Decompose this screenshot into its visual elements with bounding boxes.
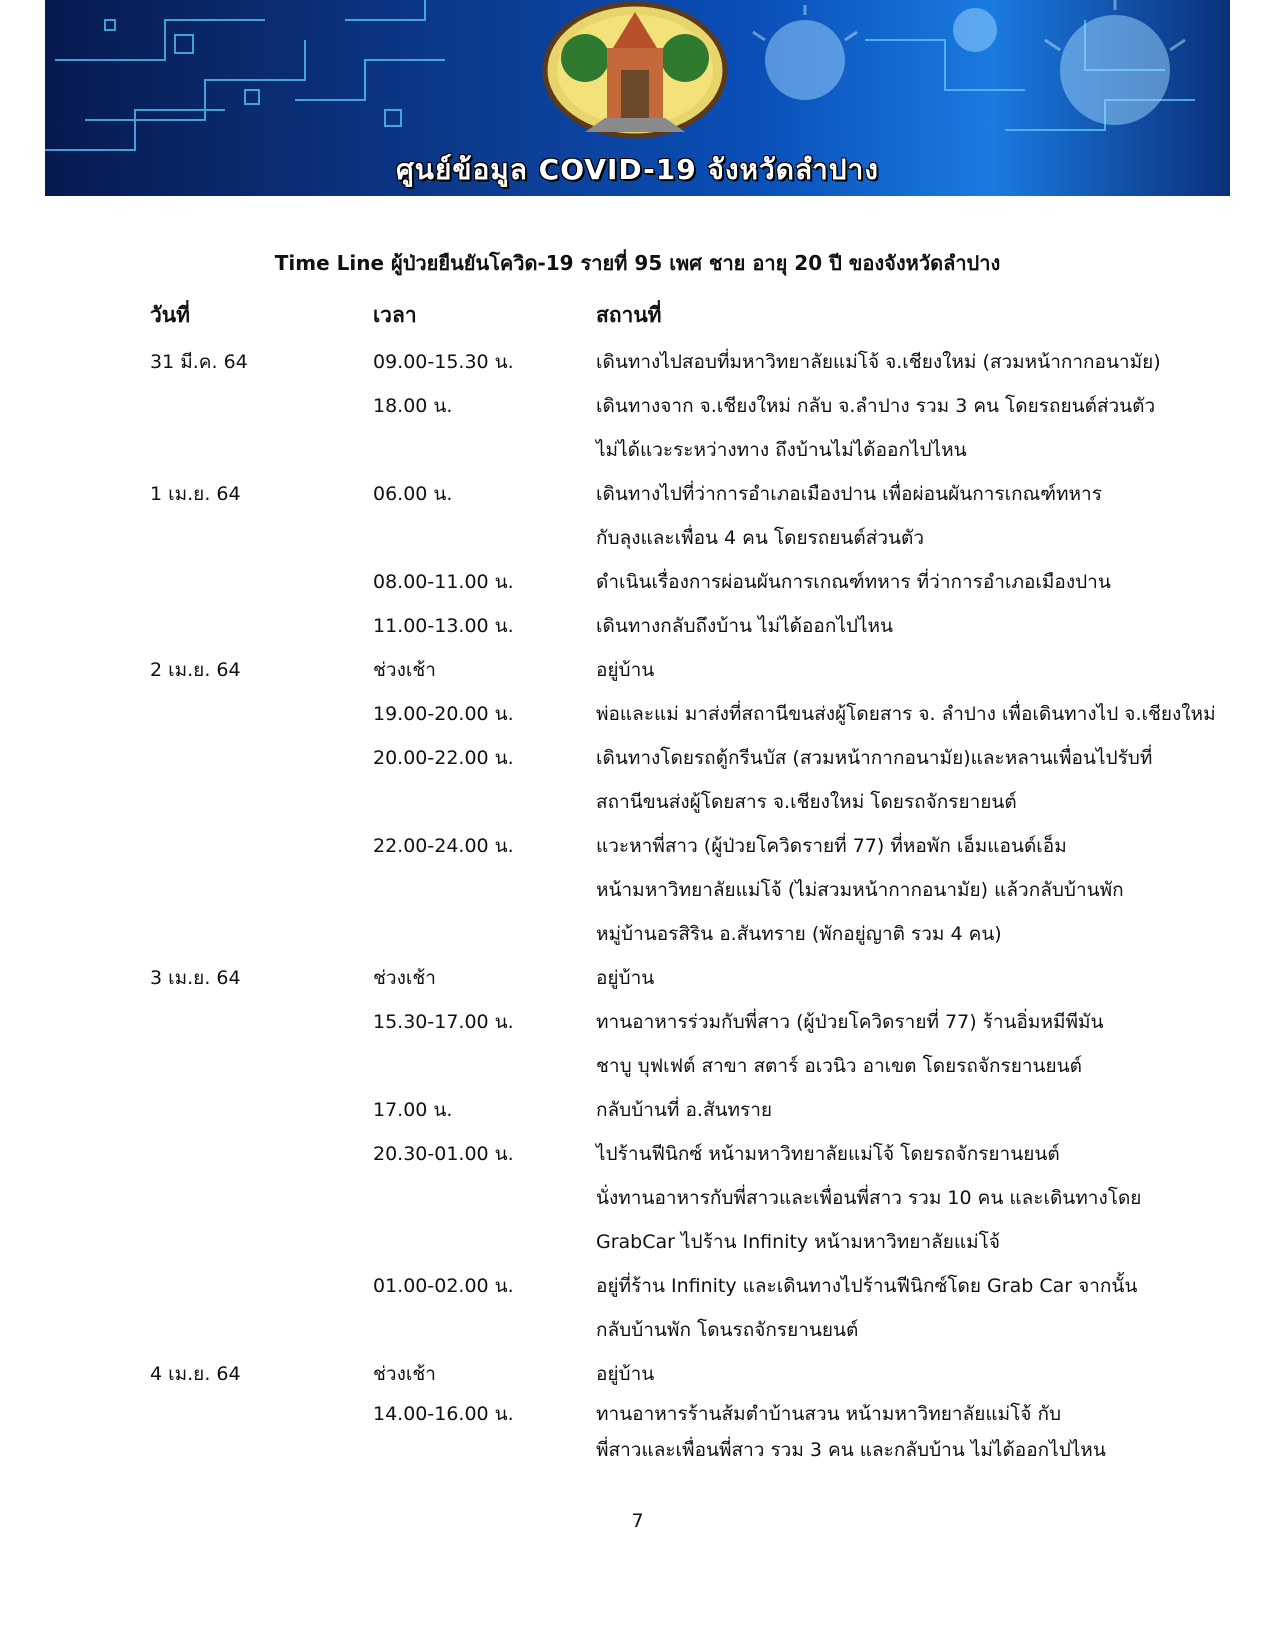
row-place: อยู่บ้าน xyxy=(596,659,655,681)
page-number: 7 xyxy=(631,1510,644,1532)
row-place: ชาบู บุฟเฟต์ สาขา สตาร์ อเวนิว อาเขต โดยรถจักรยานยนต์ xyxy=(596,1055,1083,1077)
row-time: 20.30-01.00 น. xyxy=(373,1143,514,1165)
row-date xyxy=(150,1044,373,1088)
row-place: กับลุงและเพื่อน 4 คน โดยรถยนต์ส่วนตัว xyxy=(596,527,925,549)
table-row xyxy=(150,1088,1210,1132)
row-date xyxy=(150,824,373,868)
row-place: กลับบ้านที่ อ.สันทราย xyxy=(596,1099,773,1121)
row-place: หมู่บ้านอรสิริน อ.สันทราย (พักอยู่ญาติ รวม 4 คน) xyxy=(596,923,1002,945)
row-place: หน้ามหาวิทยาลัยแม่โจ้ (ไม่สวมหน้ากากอนามัย) แล้วกลับบ้านพัก xyxy=(596,879,1124,901)
row-time xyxy=(373,1308,596,1352)
row-place: กลับบ้านพัก โดนรถจักรยานยนต์ xyxy=(596,1319,859,1341)
row-place: อยู่บ้าน xyxy=(596,967,655,989)
row-place: ไม่ได้แวะระหว่างทาง ถึงบ้านไม่ได้ออกไปไหน xyxy=(596,439,967,461)
row-place: อยู่บ้าน xyxy=(596,1363,655,1385)
header-banner xyxy=(45,0,1230,196)
table-row xyxy=(150,1396,1210,1432)
table-row xyxy=(150,384,1210,428)
table-row xyxy=(150,1000,1210,1044)
row-date xyxy=(150,780,373,824)
row-date xyxy=(150,1000,373,1044)
row-place: เดินทางโดยรถตู้กรีนบัส (สวมหน้ากากอนามัย)และหลานเพื่อนไปรับที่ xyxy=(596,747,1153,769)
table-row xyxy=(150,1264,1210,1308)
table-row xyxy=(150,1352,1210,1396)
row-place: พ่อและแม่ มาส่งที่สถานีขนส่งผู้โดยสาร จ. ลำปาง เพื่อเดินทางไป จ.เชียงใหม่ xyxy=(596,703,1216,725)
row-place: ไปร้านฟีนิกซ์ หน้ามหาวิทยาลัยแม่โจ้ โดยรถจักรยานยนต์ xyxy=(596,1143,1060,1165)
row-place: นั่งทานอาหารกับพี่สาวและเพื่อนพี่สาว รวม 10 คน และเดินทางโดย xyxy=(596,1187,1142,1209)
row-date: 31 มี.ค. 64 xyxy=(150,351,248,373)
table-row xyxy=(150,1132,1210,1176)
table-row xyxy=(150,560,1210,604)
row-place: เดินทางจาก จ.เชียงใหม่ กลับ จ.ลำปาง รวม 3 คน โดยรถยนต์ส่วนตัว xyxy=(596,395,1156,417)
row-time: 06.00 น. xyxy=(373,483,453,505)
row-time xyxy=(373,1176,596,1220)
header-time: เวลา xyxy=(373,303,417,327)
row-time xyxy=(373,428,596,472)
row-time: 08.00-11.00 น. xyxy=(373,571,514,593)
table-row xyxy=(150,516,1210,560)
table-row xyxy=(150,1432,1210,1468)
timeline-rows xyxy=(150,340,1216,1468)
header-date: วันที่ xyxy=(150,303,190,327)
row-date xyxy=(150,428,373,472)
table-row xyxy=(150,824,1210,868)
table-row xyxy=(150,428,1210,472)
row-time: 15.30-17.00 น. xyxy=(373,1011,514,1033)
row-date xyxy=(150,1220,373,1264)
table-row xyxy=(150,692,1216,736)
row-time: 14.00-16.00 น. xyxy=(373,1403,514,1425)
row-time: 20.00-22.00 น. xyxy=(373,747,514,769)
lampang-province-seal-icon xyxy=(545,4,725,136)
row-place: พี่สาวและเพื่อนพี่สาว รวม 3 คน และกลับบ้าน ไม่ได้ออกไปไหน xyxy=(596,1439,1106,1461)
row-place: แวะหาพี่สาว (ผู้ป่วยโควิดรายที่ 77) ที่หอพัก เอ็มแอนด์เอ็ม xyxy=(596,835,1067,857)
row-date xyxy=(150,560,373,604)
row-place: เดินทางกลับถึงบ้าน ไม่ได้ออกไปไหน xyxy=(596,615,894,637)
row-date xyxy=(150,868,373,912)
row-date xyxy=(150,516,373,560)
row-date: 3 เม.ย. 64 xyxy=(150,967,241,989)
row-date xyxy=(150,1176,373,1220)
table-row xyxy=(150,1220,1210,1264)
table-row xyxy=(150,340,1210,384)
row-date xyxy=(150,1132,373,1176)
row-place: ทานอาหารร่วมกับพี่สาว (ผู้ป่วยโควิดรายที่ 77) ร้านอิ่มหมีพีมัน xyxy=(596,1011,1104,1033)
table-row xyxy=(150,472,1210,516)
row-date xyxy=(150,912,373,956)
row-time xyxy=(373,1044,596,1088)
row-time: ช่วงเช้า xyxy=(373,967,436,989)
row-date xyxy=(150,1264,373,1308)
row-place: GrabCar ไปร้าน Infinity หน้ามหาวิทยาลัยแม่โจ้ xyxy=(596,1231,1000,1253)
row-date xyxy=(150,1308,373,1352)
table-row xyxy=(150,1044,1210,1088)
row-date xyxy=(150,736,373,780)
row-place: อยู่ที่ร้าน Infinity และเดินทางไปร้านฟีนิกซ์โดย Grab Car จากนั้น xyxy=(596,1275,1138,1297)
row-time xyxy=(373,1220,596,1264)
row-time xyxy=(373,516,596,560)
row-time: 19.00-20.00 น. xyxy=(373,703,514,725)
row-time xyxy=(373,912,596,956)
table-row xyxy=(150,780,1210,824)
row-date xyxy=(150,1396,373,1432)
row-time: 17.00 น. xyxy=(373,1099,453,1121)
row-time xyxy=(373,780,596,824)
row-date: 1 เม.ย. 64 xyxy=(150,483,241,505)
row-date xyxy=(150,384,373,428)
row-time xyxy=(373,1432,596,1468)
row-place: เดินทางไปสอบที่มหาวิทยาลัยแม่โจ้ จ.เชียงใหม่ (สวมหน้ากากอนามัย) xyxy=(596,351,1161,373)
row-place: ทานอาหารร้านส้มตำบ้านสวน หน้ามหาวิทยาลัยแม่โจ้ กับ xyxy=(596,1403,1062,1425)
row-time: ช่วงเช้า xyxy=(373,1363,436,1385)
table-row xyxy=(150,1308,1210,1352)
row-time: 01.00-02.00 น. xyxy=(373,1275,514,1297)
row-date: 2 เม.ย. 64 xyxy=(150,659,241,681)
table-header-row xyxy=(150,290,1210,340)
row-time xyxy=(373,868,596,912)
row-place: สถานีขนส่งผู้โดยสาร จ.เชียงใหม่ โดยรถจักรยายนต์ xyxy=(596,791,1017,813)
header-place: สถานที่ xyxy=(596,303,662,327)
table-row xyxy=(150,912,1210,956)
table-row xyxy=(150,736,1210,780)
row-time: 18.00 น. xyxy=(373,395,453,417)
row-date xyxy=(150,604,373,648)
timeline-table xyxy=(150,290,1216,1468)
table-row xyxy=(150,868,1210,912)
row-place: ดำเนินเรื่องการผ่อนผันการเกณฑ์ทหาร ที่ว่าการอำเภอเมืองปาน xyxy=(596,571,1111,593)
row-time: 22.00-24.00 น. xyxy=(373,835,514,857)
row-date xyxy=(150,1088,373,1132)
row-time: 11.00-13.00 น. xyxy=(373,615,514,637)
row-date xyxy=(150,1432,373,1468)
table-row xyxy=(150,648,1210,692)
row-date xyxy=(150,692,373,736)
row-date: 4 เม.ย. 64 xyxy=(150,1363,241,1385)
row-time: ช่วงเช้า xyxy=(373,659,436,681)
table-row xyxy=(150,604,1210,648)
banner-title: ศูนย์ข้อมูล COVID-19 จังหวัดลำปาง xyxy=(396,153,879,186)
page-title: Time Line ผู้ป่วยยืนยันโควิด-19 รายที่ 95 เพศ ชาย อายุ 20 ปี ของจังหวัดลำปาง xyxy=(274,251,1001,275)
table-row xyxy=(150,956,1210,1000)
table-row xyxy=(150,1176,1210,1220)
row-place: เดินทางไปที่ว่าการอำเภอเมืองปาน เพื่อผ่อนผันการเกณฑ์ทหาร xyxy=(596,483,1102,505)
row-time: 09.00-15.30 น. xyxy=(373,351,514,373)
